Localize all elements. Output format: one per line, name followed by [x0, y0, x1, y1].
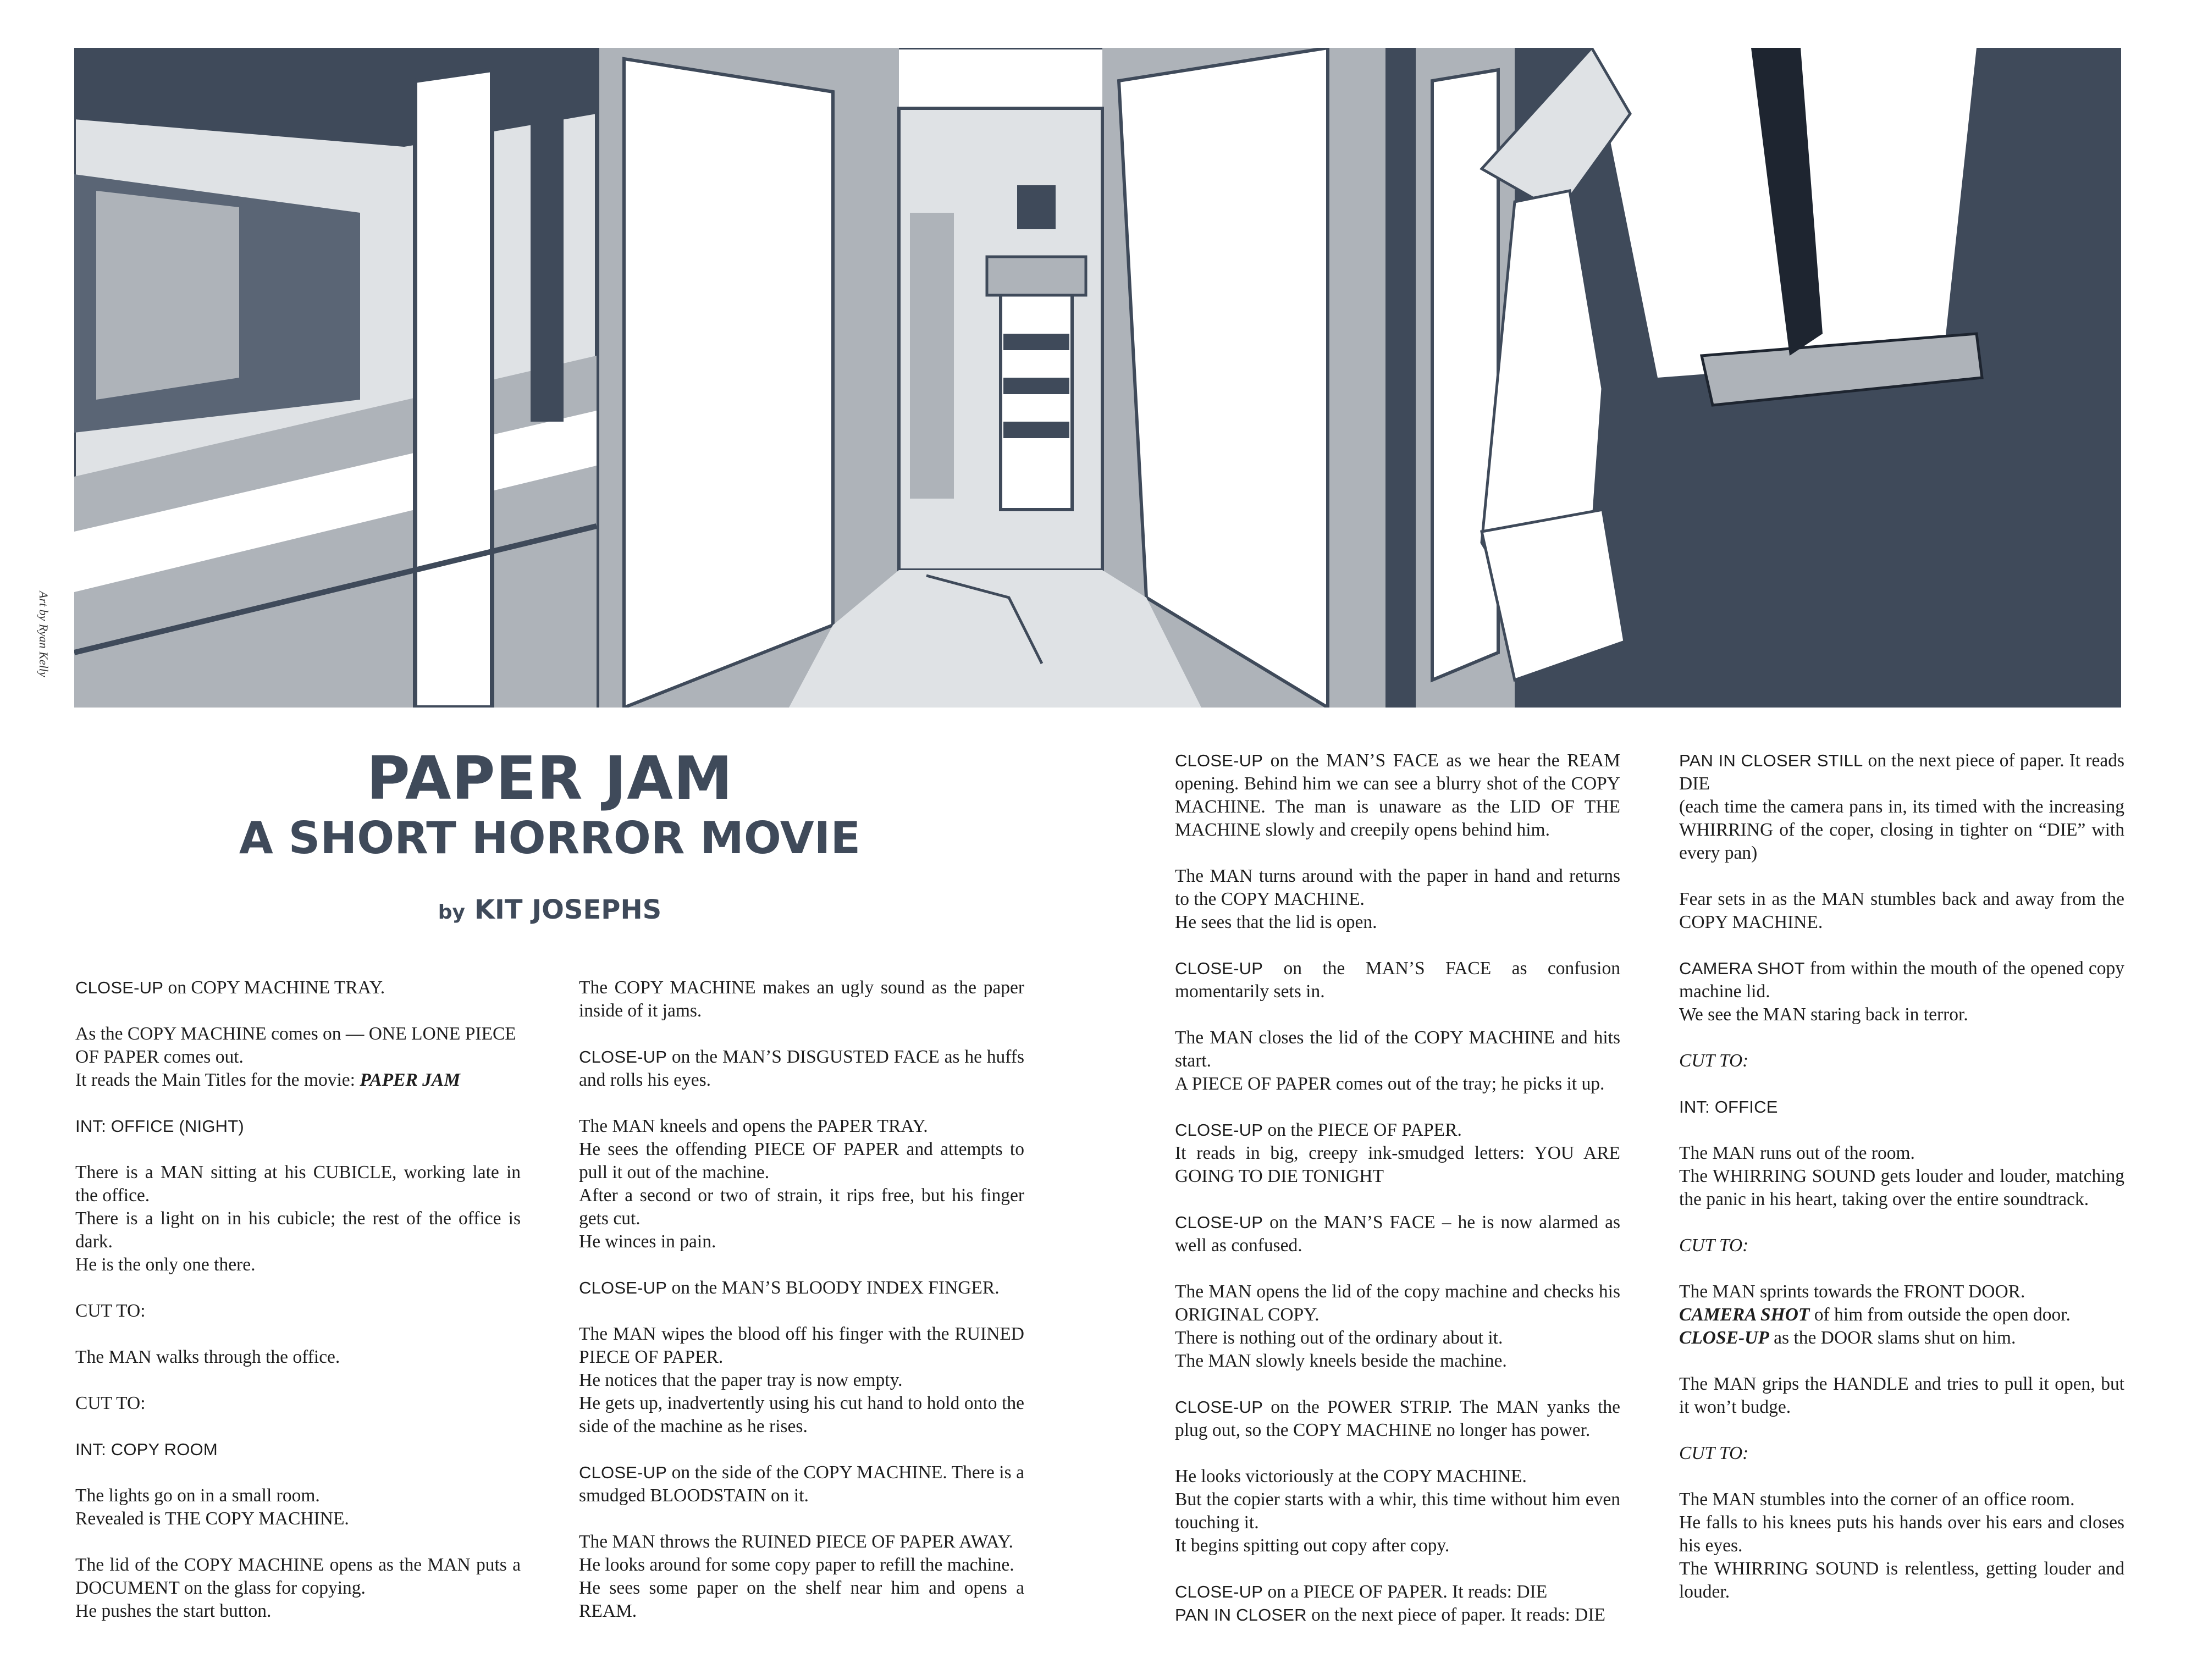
script-paragraph: (each time the camera pans in, its timed with the increasing WHIRRING of the coper, closing in tighter on “DIE” with every pan): [1679, 797, 2124, 863]
script-text: on the MAN’S FACE as we hear the REAM opening. Behind him we can see a blurry shot of the COPY MACHINE. The man is unaware as the LID OF THE MACHINE slowly and creepily opens behind him.: [1175, 750, 1620, 840]
comic-panels: [74, 48, 2121, 708]
script-paragraph: He sees some paper on the shelf near him and opens a REAM.: [579, 1578, 1024, 1621]
shot-heading: CLOSE-UP: [1175, 751, 1263, 770]
script-text: from within the mouth of the opened copy machine lid.: [1679, 958, 2125, 1002]
script-paragraph: The MAN walks through the office.: [75, 1347, 340, 1367]
script-paragraph: He gets up, inadvertently using his cut hand to hold onto the side of the machine as he rises.: [579, 1393, 1024, 1436]
transition: CUT TO:: [1679, 1235, 1749, 1256]
transition: CUT TO:: [1679, 1051, 1749, 1071]
shot-heading: CAMERA SHOT: [1679, 959, 1805, 978]
script-paragraph: He looks victoriously at the COPY MACHINE.: [1175, 1466, 1527, 1486]
script-paragraph: He is the only one there.: [75, 1255, 256, 1275]
script-column-4: [1679, 749, 2124, 1604]
script-text: on the MAN’S FACE – he is now alarmed as well as confused.: [1175, 1212, 1620, 1256]
script-paragraph: The MAN wipes the blood off his finger with the RUINED PIECE OF PAPER.: [579, 1324, 1024, 1367]
byline-by: by: [438, 901, 466, 924]
script-paragraph: We see the MAN staring back in terror.: [1679, 1004, 1968, 1025]
script-text: on the side of the COPY MACHINE. There is a smudged BLOODSTAIN on it.: [579, 1462, 1024, 1506]
shot-heading: PAN IN CLOSER STILL: [1679, 751, 1863, 770]
shot-heading: CLOSE-UP: [1175, 959, 1263, 978]
script-paragraph: The MAN grips the HANDLE and tries to pull it open, but it won’t budge.: [1679, 1374, 2124, 1417]
shot-heading: CLOSE-UP: [1175, 1213, 1263, 1232]
script-paragraph: After a second or two of strain, it rips free, but his finger gets cut.: [579, 1185, 1024, 1229]
script-paragraph: It reads in big, creepy ink-smudged letters: YOU ARE GOING TO DIE TONIGHT: [1175, 1143, 1620, 1186]
shot-heading: CLOSE-UP: [1679, 1328, 1769, 1348]
script-paragraph: The MAN kneels and opens the PAPER TRAY.: [579, 1116, 928, 1136]
script-paragraph: The MAN stumbles into the corner of an office room.: [1679, 1489, 2075, 1510]
scene-heading: INT: COPY ROOM: [75, 1440, 218, 1459]
script-text: on the PIECE OF PAPER.: [1263, 1120, 1462, 1140]
script-paragraph: But the copier starts with a whir, this time without him even touching it.: [1175, 1489, 1620, 1533]
script-paragraph: He looks around for some copy paper to refill the machine.: [579, 1555, 1014, 1575]
script-paragraph: Revealed is THE COPY MACHINE.: [75, 1508, 349, 1529]
script-paragraph: Fear sets in as the MAN stumbles back and away from the COPY MACHINE.: [1679, 889, 2124, 932]
script-text: on COPY MACHINE TRAY.: [163, 977, 385, 998]
script-paragraph: The lights go on in a small room.: [75, 1485, 320, 1506]
shot-heading: CLOSE-UP: [579, 1278, 667, 1297]
script-paragraph: He falls to his knees puts his hands over his ears and closes his eyes.: [1679, 1512, 2124, 1556]
script-text: on a PIECE OF PAPER. It reads: DIE: [1263, 1582, 1548, 1602]
page-subtitle: A SHORT HORROR MOVIE: [239, 813, 861, 864]
script-paragraph: The MAN turns around with the paper in hand and returns to the COPY MACHINE.: [1175, 866, 1620, 909]
script-paragraph: The MAN slowly kneels beside the machine.: [1175, 1351, 1507, 1371]
script-paragraph: There is a MAN sitting at his CUBICLE, working late in the office.: [75, 1162, 521, 1206]
script-text: on the next piece of paper. It reads DIE: [1679, 750, 2124, 794]
transition: CUT TO:: [75, 1301, 146, 1321]
script-text: on the POWER STRIP. The MAN yanks the plug out, so the COPY MACHINE no longer has power.: [1175, 1397, 1620, 1440]
script-text: on the next piece of paper. It reads: DIE: [1306, 1605, 1605, 1625]
script-paragraph: He sees that the lid is open.: [1175, 912, 1377, 932]
shot-heading: CLOSE-UP: [1175, 1397, 1263, 1417]
page-title: PAPER JAM: [366, 744, 733, 813]
script-paragraph: A PIECE OF PAPER comes out of the tray; he picks it up.: [1175, 1074, 1605, 1094]
script-paragraph: It begins spitting out copy after copy.: [1175, 1535, 1450, 1556]
shot-heading: CLOSE-UP: [579, 1047, 667, 1066]
shot-heading: CLOSE-UP: [579, 1463, 667, 1482]
script-paragraph: As the COPY MACHINE comes on — ONE LONE PIECE OF PAPER comes out.: [75, 1024, 516, 1067]
script-text: It reads the Main Titles for the movie:: [75, 1070, 360, 1090]
shot-heading: CLOSE-UP: [1175, 1582, 1263, 1601]
shot-heading: CLOSE-UP: [1175, 1120, 1263, 1140]
script-column-2: [579, 976, 1024, 1623]
art-credit: Art by Ryan Kelly: [37, 591, 51, 677]
script-paragraph: He notices that the paper tray is now empty.: [579, 1370, 903, 1390]
transition: CUT TO:: [75, 1393, 146, 1413]
shot-heading: PAN IN CLOSER: [1175, 1605, 1307, 1624]
script-paragraph: There is nothing out of the ordinary about it.: [1175, 1328, 1503, 1348]
script-paragraph: He pushes the start button.: [75, 1601, 272, 1621]
panel-office-hallway: [74, 48, 597, 708]
title-block: [74, 744, 1025, 926]
panel-man-crumpled-paper: [1388, 48, 2121, 708]
script-column-1: [75, 976, 521, 1623]
scene-heading: INT: OFFICE (NIGHT): [75, 1117, 244, 1136]
author-name: KIT JOSEPHS: [474, 894, 662, 926]
script-paragraph: The MAN closes the lid of the COPY MACHINE and hits start.: [1175, 1027, 1620, 1071]
script-paragraph: He sees the offending PIECE OF PAPER and attempts to pull it out of the machine.: [579, 1139, 1024, 1182]
script-paragraph: There is a light on in his cubicle; the rest of the office is dark.: [75, 1208, 521, 1252]
script-text: of him from outside the open door.: [1809, 1305, 2071, 1325]
script-text: on the MAN’S FACE as confusion momentarily sets in.: [1175, 958, 1620, 1002]
movie-title-text: PAPER JAM: [360, 1070, 461, 1090]
script-paragraph: The COPY MACHINE makes an ugly sound as the paper inside of it jams.: [579, 977, 1024, 1021]
scene-heading: INT: OFFICE: [1679, 1097, 1778, 1117]
script-paragraph: He winces in pain.: [579, 1231, 716, 1252]
panel-corridor-copier: [599, 48, 1385, 708]
shot-heading: CAMERA SHOT: [1679, 1305, 1810, 1325]
script-text: on the MAN’S BLOODY INDEX FINGER.: [667, 1278, 1000, 1298]
script-paragraph: The MAN throws the RUINED PIECE OF PAPER AWAY.: [579, 1532, 1013, 1552]
shot-heading: CLOSE-UP: [75, 978, 164, 997]
script-text: on the MAN’S DISGUSTED FACE as he huffs and rolls his eyes.: [579, 1047, 1024, 1090]
script-column-3: [1175, 749, 1620, 1627]
script-text: as the DOOR slams shut on him.: [1769, 1328, 2016, 1348]
script-paragraph: The MAN opens the lid of the copy machine and checks his ORIGINAL COPY.: [1175, 1281, 1620, 1325]
transition: CUT TO:: [1679, 1443, 1749, 1463]
script-paragraph: The WHIRRING SOUND is relentless, getting louder and louder.: [1679, 1559, 2124, 1602]
script-paragraph: The lid of the COPY MACHINE opens as the MAN puts a DOCUMENT on the glass for copying.: [75, 1555, 521, 1598]
script-paragraph: The MAN sprints towards the FRONT DOOR.: [1679, 1281, 2025, 1302]
byline: [74, 894, 1025, 925]
script-paragraph: The WHIRRING SOUND gets louder and louder, matching the panic in his heart, taking over the entire soundtrack.: [1679, 1166, 2124, 1209]
script-paragraph: The MAN runs out of the room.: [1679, 1143, 1915, 1163]
